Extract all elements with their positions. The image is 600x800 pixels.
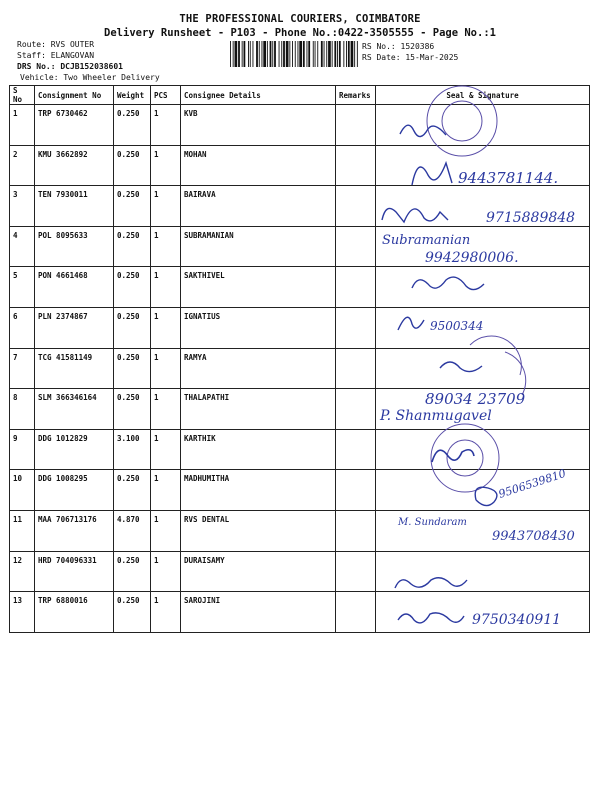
barcode-bar <box>332 41 333 67</box>
barcode-bar <box>244 41 246 67</box>
barcode-bar <box>267 41 268 67</box>
table-row <box>10 551 590 592</box>
cell-seal-signature <box>376 308 590 349</box>
cell-pcs: 1 <box>151 348 181 389</box>
cell-weight: 0.250 <box>114 308 151 349</box>
cell-weight: 0.250 <box>114 226 151 267</box>
cell-pcs: 1 <box>151 389 181 430</box>
cell-pcs: 1 <box>151 105 181 146</box>
barcode-bar <box>286 41 289 67</box>
cell-consignee: SAROJINI <box>181 592 336 633</box>
barcode-bar <box>315 41 316 67</box>
barcode-bar <box>357 41 358 67</box>
hw-row4-name: Subramanian <box>382 233 471 248</box>
barcode-bar <box>253 41 254 67</box>
table-row <box>10 267 590 308</box>
barcode-bar <box>272 41 273 67</box>
barcode-bar <box>346 41 347 67</box>
cell-remarks <box>336 551 376 592</box>
col-consignee: Consignee Details <box>181 86 336 105</box>
cell-pcs: 1 <box>151 470 181 511</box>
cell-consignee: BAIRAVA <box>181 186 336 227</box>
col-sno: S No <box>10 86 35 105</box>
cell-sno: 5 <box>10 267 35 308</box>
rs-number: RS No.: 1520386 <box>362 42 435 51</box>
cell-consignee: THALAPATHI <box>181 389 336 430</box>
cell-seal-signature <box>376 389 590 430</box>
cell-remarks <box>336 186 376 227</box>
rs-date: RS Date: 15-Mar-2025 <box>362 53 459 62</box>
cell-weight: 0.250 <box>114 105 151 146</box>
barcode-bar <box>274 41 276 67</box>
route-label: Route: RVS OUTER <box>17 40 95 49</box>
hw-row13-phone: 9750340911 <box>472 612 562 628</box>
barcode-bar <box>256 41 258 67</box>
cell-weight: 0.250 <box>114 348 151 389</box>
cell-weight: 0.250 <box>114 389 151 430</box>
barcode-bar <box>334 41 336 67</box>
cell-consignment: KMU 3662892 <box>35 145 114 186</box>
col-weight: Weight <box>114 86 151 105</box>
cell-weight: 0.250 <box>114 592 151 633</box>
barcode-bar <box>263 41 266 67</box>
barcode-bar <box>321 41 323 67</box>
cell-sno: 7 <box>10 348 35 389</box>
cell-sno: 4 <box>10 226 35 267</box>
cell-consignee: MOHAN <box>181 145 336 186</box>
barcode-bar <box>250 41 251 67</box>
cell-sno: 1 <box>10 105 35 146</box>
cell-consignment: POL 8095633 <box>35 226 114 267</box>
barcode-bar <box>259 41 260 67</box>
cell-sno: 10 <box>10 470 35 511</box>
cell-remarks <box>336 511 376 552</box>
table-row <box>10 389 590 430</box>
table-row <box>10 186 590 227</box>
barcode-bar <box>317 41 318 67</box>
cell-pcs: 1 <box>151 145 181 186</box>
table-row <box>10 592 590 633</box>
table-row <box>10 226 590 267</box>
cell-consignee: KVB <box>181 105 336 146</box>
cell-consignee: DURAISAMY <box>181 551 336 592</box>
cell-consignment: TEN 7930011 <box>35 186 114 227</box>
cell-remarks <box>336 145 376 186</box>
cell-remarks <box>336 308 376 349</box>
cell-sno: 2 <box>10 145 35 186</box>
cell-consignee: MADHUMITHA <box>181 470 336 511</box>
hw-row6-phone: 9500344 <box>430 319 484 333</box>
hw-row4-phone: 9942980006. <box>425 250 519 266</box>
barcode-bar <box>313 41 314 67</box>
cell-seal-signature <box>376 551 590 592</box>
cell-remarks <box>336 348 376 389</box>
vehicle-label: Vehicle: Two Wheeler Delivery <box>20 73 160 82</box>
cell-seal-signature <box>376 267 590 308</box>
runsheet-subtitle: Delivery Runsheet - P103 - Phone No.:0422-3505555 - Page No.:1 <box>104 27 496 39</box>
cell-consignee: RVS DENTAL <box>181 511 336 552</box>
col-seal-signature: Seal & Signature <box>376 86 590 105</box>
cell-pcs: 1 <box>151 267 181 308</box>
hw-row2-phone: 9443781144. <box>458 169 559 187</box>
cell-remarks <box>336 470 376 511</box>
barcode-bar <box>289 41 290 67</box>
barcode-bar <box>324 41 325 67</box>
cell-consignee: SUBRAMANIAN <box>181 226 336 267</box>
cell-sno: 9 <box>10 429 35 470</box>
cell-seal-signature <box>376 186 590 227</box>
cell-weight: 0.250 <box>114 186 151 227</box>
cell-weight: 0.250 <box>114 145 151 186</box>
cell-remarks <box>336 389 376 430</box>
cell-pcs: 1 <box>151 226 181 267</box>
barcode-bar <box>307 41 308 67</box>
cell-pcs: 1 <box>151 308 181 349</box>
barcode-bar <box>298 41 299 67</box>
barcode-bar <box>270 41 272 67</box>
cell-consignment: TRP 6730462 <box>35 105 114 146</box>
cell-consignee: IGNATIUS <box>181 308 336 349</box>
cell-pcs: 1 <box>151 186 181 227</box>
cell-sno: 13 <box>10 592 35 633</box>
barcode-bar <box>328 41 331 67</box>
barcode-bar <box>242 41 243 67</box>
barcode-bar <box>292 41 293 67</box>
table-row <box>10 348 590 389</box>
barcode-bar <box>326 41 327 67</box>
barcode-bar <box>337 41 338 67</box>
barcode-bar <box>281 41 282 67</box>
barcode-bar <box>299 41 302 67</box>
cell-consignment: DDG 1012829 <box>35 429 114 470</box>
cell-consignment: TCG 41581149 <box>35 348 114 389</box>
cell-pcs: 1 <box>151 429 181 470</box>
barcode-bar <box>262 41 263 67</box>
barcode-bar <box>343 41 344 67</box>
table-row <box>10 429 590 470</box>
cell-consignment: SLM 366346164 <box>35 389 114 430</box>
cell-remarks <box>336 429 376 470</box>
cell-sno: 3 <box>10 186 35 227</box>
table-row <box>10 105 590 146</box>
cell-seal-signature <box>376 105 590 146</box>
hw-row10-phone: 9506539810 <box>496 466 568 501</box>
cell-remarks <box>336 592 376 633</box>
cell-seal-signature <box>376 348 590 389</box>
barcode-image <box>230 41 358 67</box>
barcode-bar <box>279 41 280 67</box>
cell-consignment: MAA 706713176 <box>35 511 114 552</box>
cell-consignee: KARTHIK <box>181 429 336 470</box>
hw-row8-name: P. Shanmugavel <box>380 408 492 424</box>
cell-consignee: SAKTHIVEL <box>181 267 336 308</box>
cell-weight: 0.250 <box>114 267 151 308</box>
cell-weight: 0.250 <box>114 470 151 511</box>
barcode-bar <box>308 41 310 67</box>
barcode-bar <box>339 41 341 67</box>
cell-seal-signature <box>376 429 590 470</box>
cell-remarks <box>336 226 376 267</box>
barcode-bar <box>235 41 238 67</box>
col-remarks: Remarks <box>336 86 376 105</box>
cell-seal-signature <box>376 226 590 267</box>
hw-row11-name: M. Sundaram <box>398 517 467 528</box>
cell-sno: 12 <box>10 551 35 592</box>
barcode-bar <box>351 41 354 67</box>
cell-remarks <box>336 105 376 146</box>
cell-weight: 0.250 <box>114 551 151 592</box>
barcode-bar <box>238 41 240 67</box>
table-row <box>10 470 590 511</box>
hw-row8-phone: 89034 23709 <box>425 390 526 408</box>
cell-pcs: 1 <box>151 592 181 633</box>
cell-sno: 6 <box>10 308 35 349</box>
table-header-row <box>10 86 590 105</box>
delivery-table <box>9 85 590 633</box>
barcode-bar <box>303 41 305 67</box>
barcode-bar <box>348 41 350 67</box>
hw-row3-phone: 9715889848 <box>486 210 576 226</box>
staff-label: Staff: ELANGOVAN <box>17 51 95 60</box>
cell-weight: 4.870 <box>114 511 151 552</box>
table-row <box>10 511 590 552</box>
cell-consignment: PON 4661468 <box>35 267 114 308</box>
cell-consignment: PLN 2374867 <box>35 308 114 349</box>
cell-consignment: HRD 704096331 <box>35 551 114 592</box>
cell-pcs: 1 <box>151 551 181 592</box>
cell-seal-signature <box>376 470 590 511</box>
cell-sno: 11 <box>10 511 35 552</box>
barcode-bar <box>233 41 234 67</box>
cell-consignment: DDG 1008295 <box>35 470 114 511</box>
company-title: THE PROFESSIONAL COURIERS, COIMBATORE <box>179 13 421 25</box>
hw-row11-phone: 9943708430 <box>492 529 575 544</box>
col-consignment: Consignment No <box>35 86 114 105</box>
col-pcs: PCS <box>151 86 181 105</box>
barcode-bar <box>354 41 355 67</box>
cell-weight: 3.100 <box>114 429 151 470</box>
cell-sno: 8 <box>10 389 35 430</box>
cell-seal-signature <box>376 145 590 186</box>
barcode-bar <box>283 41 285 67</box>
barcode-bar <box>230 41 231 67</box>
cell-seal-signature <box>376 511 590 552</box>
cell-consignee: RAMYA <box>181 348 336 389</box>
cell-seal-signature <box>376 592 590 633</box>
drs-number: DRS No.: DCJB152038601 <box>17 62 123 71</box>
barcode-bar <box>248 41 249 67</box>
table-row <box>10 145 590 186</box>
cell-consignment: TRP 6880016 <box>35 592 114 633</box>
barcode-bar <box>295 41 296 67</box>
cell-remarks <box>336 267 376 308</box>
cell-pcs: 1 <box>151 511 181 552</box>
table-row <box>10 308 590 349</box>
